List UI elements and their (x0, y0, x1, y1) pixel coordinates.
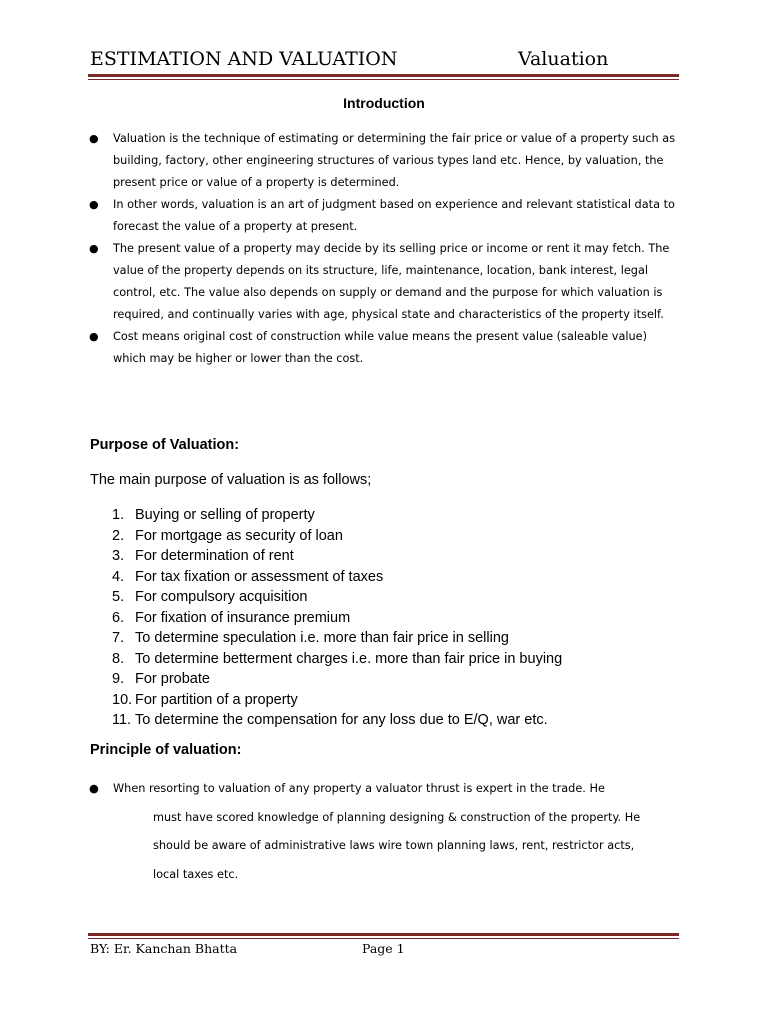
principle-heading: Principle of valuation: (90, 742, 242, 758)
page-header (90, 46, 678, 76)
item-text: To determine speculation i.e. more than fair price in selling (135, 630, 509, 646)
bullet-text-line: must have scored knowledge of planning designing & construction of the property. He (153, 810, 641, 824)
item-text: For compulsory acquisition (135, 589, 308, 605)
item-number: 9. (112, 671, 125, 687)
item-number: 8. (112, 650, 125, 667)
footer-author: BY: Er. Kanchan Bhatta (90, 941, 238, 956)
header-document-title: ESTIMATION AND VALUATION (90, 48, 398, 70)
item-number: 4. (112, 568, 125, 585)
introduction-bullet-list (88, 128, 678, 370)
item-text: For partition of a property (135, 691, 298, 708)
list-item (88, 194, 678, 238)
list-item (90, 628, 650, 649)
list-item (90, 546, 650, 567)
bullet-text: Valuation is the technique of estimating or determining the fair price or value of a property such as building, factory, other engineering structures of various types land etc. Hence, by valuation, the present price or value of a property is determined. (113, 132, 676, 189)
list-item (90, 669, 650, 690)
item-text: To determine the compensation for any loss due to E/Q, war etc. (135, 712, 548, 728)
list-item (90, 649, 650, 670)
purpose-heading: Purpose of Valuation: (90, 437, 240, 453)
bullet-text-line: should be aware of administrative laws wire town planning laws, rent, restrictor acts, (153, 839, 635, 852)
item-number: 5. (112, 589, 125, 605)
principle-bullet-list (88, 775, 678, 889)
page-footer (90, 941, 680, 961)
list-item (90, 608, 650, 629)
footer-rule (88, 933, 679, 939)
bullet-icon: ● (89, 242, 99, 255)
item-text: For determination of rent (135, 548, 294, 564)
item-text: For fixation of insurance premium (135, 609, 351, 626)
list-item (90, 587, 650, 608)
list-item (90, 710, 650, 731)
purpose-numbered-list (90, 505, 650, 731)
list-item (88, 128, 678, 194)
header-section-title: Valuation (518, 48, 609, 70)
bullet-icon: ● (89, 132, 99, 145)
list-item (90, 526, 650, 547)
item-number: 10. (112, 691, 133, 708)
item-number: 3. (112, 548, 125, 564)
item-number: 7. (112, 630, 125, 646)
item-text: To determine betterment charges i.e. more than fair price in buying (135, 650, 563, 667)
list-item (88, 326, 678, 370)
bullet-icon: ● (89, 198, 99, 211)
bullet-icon: ● (89, 782, 99, 795)
item-text: For tax fixation or assessment of taxes (135, 568, 384, 585)
list-item (88, 238, 678, 326)
purpose-intro-text: The main purpose of valuation is as follows; (90, 472, 372, 488)
bullet-text: In other words, valuation is an art of judgment based on experience and relevant statistical data to forecast the value of a property at present. (113, 198, 675, 233)
item-number: 11. (112, 712, 132, 728)
item-text: For mortgage as security of loan (135, 527, 343, 544)
header-rule (88, 74, 679, 80)
item-number: 1. (112, 507, 125, 523)
bullet-text-first-line: When resorting to valuation of any property a valuator thrust is expert in the trade. He (113, 782, 605, 795)
item-text: For probate (135, 671, 210, 687)
list-item (90, 690, 650, 711)
list-item (88, 775, 678, 889)
list-item (90, 505, 650, 526)
item-number: 2. (112, 527, 125, 544)
bullet-text: The present value of a property may decide by its selling price or income or rent it may fetch. The value of the property depends on its structure, life, maintenance, location, bank interest, legal control, etc. The value also depends on supply or demand and the purpose for which valuation is required, and continually varies with age, physical state and characteristics of the property itself. (113, 242, 670, 321)
introduction-heading: Introduction (343, 95, 425, 111)
bullet-text-line: local taxes etc. (153, 867, 239, 881)
item-text: Buying or selling of property (135, 507, 315, 523)
footer-page-number: Page 1 (362, 941, 405, 956)
list-item (90, 567, 650, 588)
bullet-text: Cost means original cost of construction while value means the present value (saleable value) which may be higher or lower than the cost. (113, 330, 648, 365)
item-number: 6. (112, 609, 125, 626)
bullet-icon: ● (89, 330, 99, 343)
